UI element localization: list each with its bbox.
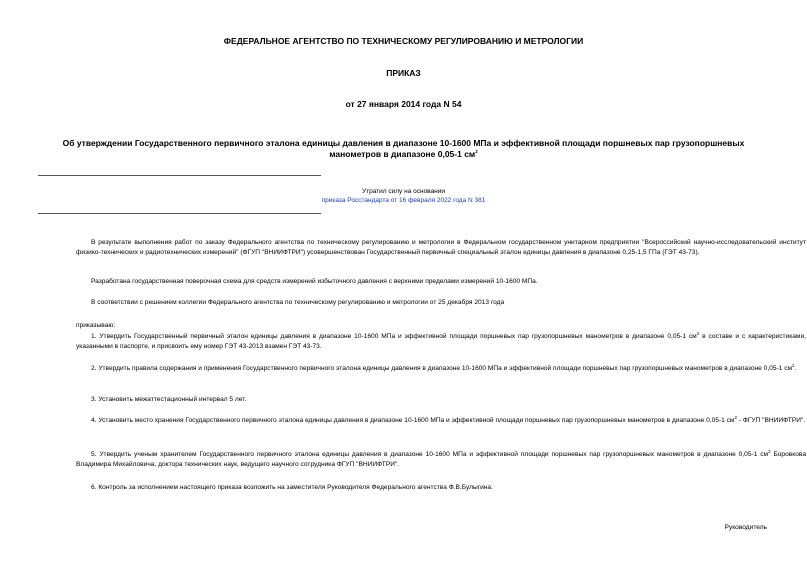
paragraph-item-3: 3. Установить межаттестационный интервал 5 лет. — [91, 396, 247, 403]
signature-title: Руководитель — [724, 524, 767, 531]
agency-heading: ФЕДЕРАЛЬНОЕ АГЕНТСТВО ПО ТЕХНИЧЕСКОМУ РЕГУЛИРОВАНИЮ И МЕТРОЛОГИИ — [223, 36, 584, 46]
paragraph-item-6: 6. Контроль за исполнением настоящего приказа возложить на заместителя Руководителя Федерального агентства Ф.В.Булыгина. — [91, 484, 493, 491]
paragraph-preamble: В результате выполнения работ по заказу Федерального агентства по техническому регулированию и метрологии в Федеральном государственном унитарном предприятии "Всероссийский научно-исследовательский институт физико-технических и радиотехнических измерений" (ФГУП "ВНИИФТРИ") усовершенствован Государственный первичный специальный эталон единицы давления в диапазоне 0,25-1,5 ГПа (ГЭТ 43-73). — [76, 239, 806, 257]
paragraph-order-word: приказываю: — [76, 322, 116, 329]
paragraph-item-4 — [76, 416, 806, 426]
document-title — [40, 138, 767, 160]
item-5-text-end: Боровкова Владимира Михайловича, доктора технических наук, ведущего научного сотрудника ФГУП "ВНИИФТРИ". — [76, 451, 806, 469]
item-2-text-end: . — [794, 365, 797, 372]
item-5-text: 5. Утвердить ученым хранителем Государственного первичного эталона единицы давления в диапазоне 10-1600 МПа и эффективной площади поршневых пар грузопоршневых манометров в диапазоне 0,05-1 см — [91, 451, 769, 458]
status-note-text: Утратил силу на основании — [361, 188, 446, 195]
divider-bottom — [38, 213, 321, 214]
item-1-text: 1. Утвердить Государственный первичный эталон единицы давления в диапазоне 10-1600 МПа и эффективной площади поршневых пар грузопоршневых манометров в диапазоне 0,05-1 см — [91, 333, 697, 340]
item-4-superscript: 2 — [734, 414, 737, 420]
paragraph-board-decision: В соответствии с решением коллегии Федерального агентства по техническому регулированию и метрологии от 25 декабря 2013 года — [91, 299, 505, 306]
repeal-order-link[interactable]: приказа Росстандарта от 16 февраля 2022 года N 381 — [321, 197, 486, 204]
title-superscript: 2 — [475, 149, 478, 155]
document-type: ПРИКАЗ — [386, 68, 421, 78]
divider-top — [38, 175, 321, 176]
document-date-number: от 27 января 2014 года N 54 — [345, 99, 462, 109]
item-4-text-end: - ФГУП "ВНИИФТРИ". — [736, 417, 806, 424]
title-line-1: Об утверждении Государственного первичного эталона единицы давления в диапазоне 10-1600 МПа и эффективной площади поршневых пар грузопоршневых — [62, 138, 745, 148]
item-1-text-end: в составе и с характеристиками, указанными в паспорте, и присвоить ему номер ГЭТ 43-2013 взамен ГЭТ 43-73. — [76, 333, 806, 351]
item-4-text: 4. Установить место хранения Государственного первичного эталона единицы давления в диапазоне 10-1600 МПа и эффективной площади поршневых пар грузопоршневых манометров в диапазоне 0,05-1 см — [91, 417, 735, 424]
paragraph-item-5 — [76, 450, 806, 471]
item-5-superscript: 2 — [768, 448, 771, 454]
paragraph-item-1 — [76, 332, 806, 353]
status-note — [0, 187, 807, 205]
paragraph-item-2 — [76, 364, 806, 374]
item-1-superscript: 2 — [696, 330, 700, 336]
paragraph-verification-scheme: Разработана государственная поверочная схема для средств измерений избыточного давления с верхними пределами измерений 10-1600 МПа. — [91, 278, 538, 285]
title-line-2: манометров в диапазоне 0,05-1 см — [329, 149, 476, 159]
item-2-text: 2. Утвердить правила содержания и применения Государственного первичного эталона единицы давления в диапазоне 10-1600 МПа и эффективной площади поршневых пар грузопоршневых манометров в диапазоне 0,05-1 см — [91, 365, 793, 372]
title-line-2-wrap — [40, 149, 767, 160]
item-2-superscript: 2 — [792, 362, 795, 368]
